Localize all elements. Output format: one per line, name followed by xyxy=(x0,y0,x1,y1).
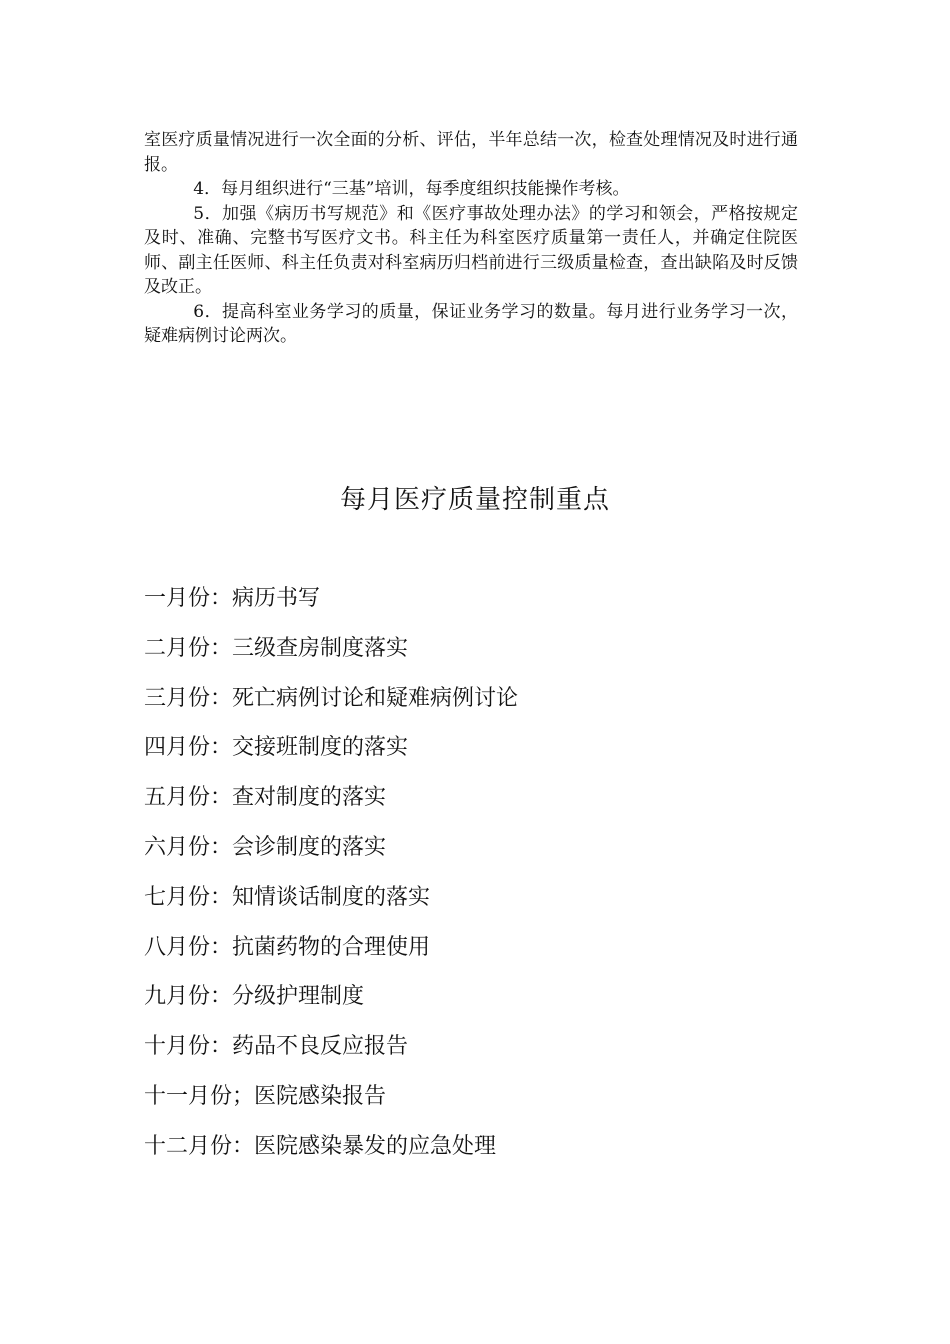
paragraph-continuation: 室医疗质量情况进行一次全面的分析、评估，半年总结一次，检查处理情况及时进行通报。 xyxy=(144,130,798,175)
list-item-february: 二月份：三级查房制度落实 xyxy=(144,635,409,661)
list-item-march: 三月份：死亡病例讨论和疑难病例讨论 xyxy=(144,685,519,711)
list-item-may: 五月份：查对制度的落实 xyxy=(144,785,387,811)
paragraph-item-5: 5．加强《病历书写规范》和《医疗事故处理办法》的学习和领会，严格按规定及时、准确、完整书写医疗文书。科主任为科室医疗质量第一责任人，并确定住院医师、副主任医师、科主任负责对科室病历归档前进行三级质量检查，查出缺陷及时反馈及改正。 xyxy=(144,203,798,297)
body-text xyxy=(144,128,798,349)
list-item-april: 四月份：交接班制度的落实 xyxy=(144,735,409,761)
section-title: 每月医疗质量控制重点 xyxy=(339,485,610,515)
paragraph-item-6: 6．提高科室业务学习的质量，保证业务学习的数量。每月进行业务学习一次，疑难病例讨论两次。 xyxy=(144,301,798,346)
monthly-focus-list xyxy=(144,582,804,1180)
list-item-december: 十二月份：医院感染暴发的应急处理 xyxy=(144,1133,497,1159)
list-item-july: 七月份：知情谈话制度的落实 xyxy=(144,884,431,910)
list-item-september: 九月份：分级护理制度 xyxy=(144,984,365,1010)
list-item-november: 十一月份；医院感染报告 xyxy=(144,1083,387,1109)
list-item-october: 十月份：药品不良反应报告 xyxy=(144,1034,409,1060)
list-item-august: 八月份：抗菌药物的合理使用 xyxy=(144,934,431,960)
paragraph-item-4: 4．每月组织进行“三基”培训，每季度组织技能操作考核。 xyxy=(193,179,630,199)
list-item-january: 一月份：病历书写 xyxy=(144,586,321,611)
list-item-june: 六月份：会诊制度的落实 xyxy=(144,834,387,860)
